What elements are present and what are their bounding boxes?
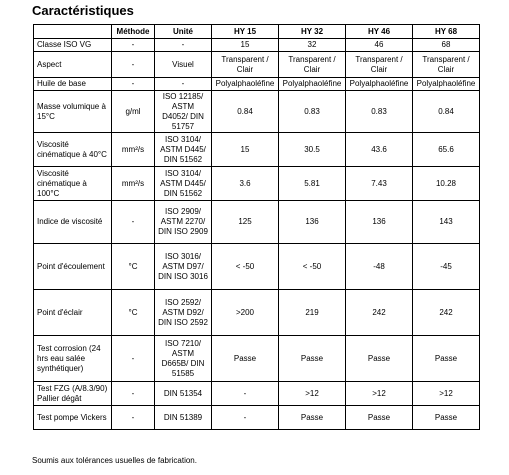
table-cell: °C [112,244,155,290]
table-row [34,52,480,78]
table-cell: g/ml [112,91,155,133]
table-cell: Aspect [34,52,112,78]
table-cell: Viscosité cinématique à 40°C [34,133,112,167]
header-cell: HY 32 [279,25,346,39]
table-cell: Test corrosion (24 hrs eau salée synthétiquer) [34,336,112,382]
table-cell: mm²/s [112,133,155,167]
table-row [34,201,480,244]
table-cell: 10.28 [413,167,480,201]
table-cell: Point d'écoulement [34,244,112,290]
table-cell: mm²/s [112,167,155,201]
table-cell: ISO 12185/ ASTM D4052/ DIN 51757 [155,91,212,133]
table-cell: 46 [346,39,413,52]
table-row [34,133,480,167]
table-row [34,91,480,133]
header-cell: HY 68 [413,25,480,39]
table-cell: >12 [279,382,346,406]
table-cell: - [155,39,212,52]
table-cell: Passe [346,336,413,382]
table-cell: Passe [413,406,480,430]
table-cell: >12 [413,382,480,406]
table-cell: - [112,78,155,91]
table-cell: Visuel [155,52,212,78]
table-cell: Passe [279,336,346,382]
table-cell: Huile de base [34,78,112,91]
table-cell: 0.84 [413,91,480,133]
characteristics-table [33,24,480,430]
table-row [34,39,480,52]
table-cell: Indice de viscosité [34,201,112,244]
table-cell: 15 [212,133,279,167]
table-cell: 65.6 [413,133,480,167]
table-cell: 0.84 [212,91,279,133]
table-cell: Transparent / Clair [413,52,480,78]
table-cell: Passe [413,336,480,382]
table-cell: - [112,39,155,52]
table-cell: -45 [413,244,480,290]
table-cell: ISO 2592/ ASTM D92/ DIN ISO 2592 [155,290,212,336]
table-cell: - [112,382,155,406]
table-cell: 5.81 [279,167,346,201]
table-cell: Point d'éclair [34,290,112,336]
table-cell: ISO 3104/ ASTM D445/ DIN 51562 [155,133,212,167]
table-cell: 219 [279,290,346,336]
table-cell: DIN 51354 [155,382,212,406]
table-cell: 242 [346,290,413,336]
table-cell: Polyalphaoléfine [279,78,346,91]
table-cell: - [112,201,155,244]
table-cell: 143 [413,201,480,244]
table-row [34,244,480,290]
table-cell: ISO 7210/ ASTM D665B/ DIN 51585 [155,336,212,382]
table-cell: 0.83 [279,91,346,133]
table-cell: >12 [346,382,413,406]
table-cell: 32 [279,39,346,52]
table-cell: - [212,406,279,430]
table-cell: Test pompe Vickers [34,406,112,430]
table-cell: 3.6 [212,167,279,201]
table-cell: 30.5 [279,133,346,167]
page-title: Caractéristiques [32,3,134,18]
table-row [34,78,480,91]
table-cell: - [112,406,155,430]
table-cell: 15 [212,39,279,52]
table-cell: 7.43 [346,167,413,201]
table-cell: ISO 3104/ ASTM D445/ DIN 51562 [155,167,212,201]
header-cell: HY 15 [212,25,279,39]
table-cell: - [112,336,155,382]
table-cell: Test FZG (A/8.3/90) Pallier dégât [34,382,112,406]
table-cell: 125 [212,201,279,244]
table-cell: Passe [279,406,346,430]
table-cell: >200 [212,290,279,336]
table-cell: Polyalphaoléfine [413,78,480,91]
table-cell: Masse volumique à 15°C [34,91,112,133]
table-cell: °C [112,290,155,336]
table-cell: 43.6 [346,133,413,167]
table-cell: Polyalphaoléfine [346,78,413,91]
table-row [34,290,480,336]
table-cell: 242 [413,290,480,336]
table-cell: ISO 3016/ ASTM D97/ DIN ISO 3016 [155,244,212,290]
table-cell: - [212,382,279,406]
table-cell: Passe [346,406,413,430]
table-cell: DIN 51389 [155,406,212,430]
table-cell: < -50 [279,244,346,290]
table-cell: Passe [212,336,279,382]
table-cell: Transparent / Clair [346,52,413,78]
table-cell: Viscosité cinématique à 100°C [34,167,112,201]
table-cell: 136 [279,201,346,244]
table-cell: Transparent / Clair [279,52,346,78]
table-row [34,167,480,201]
table-cell: Classe ISO VG [34,39,112,52]
header-cell: Unité [155,25,212,39]
table-cell: - [155,78,212,91]
table-cell: 68 [413,39,480,52]
table-cell: 0.83 [346,91,413,133]
table-row [34,382,480,406]
table-header-row [34,25,480,39]
header-cell: HY 46 [346,25,413,39]
footnote: Soumis aux tolérances usuelles de fabrication. [32,456,197,465]
header-cell: Méthode [112,25,155,39]
header-cell [34,25,112,39]
table-row [34,336,480,382]
table-cell: < -50 [212,244,279,290]
table-cell: -48 [346,244,413,290]
table-cell: Polyalphaoléfine [212,78,279,91]
table-row [34,406,480,430]
table-cell: 136 [346,201,413,244]
table-cell: Transparent / Clair [212,52,279,78]
table-cell: - [112,52,155,78]
table-cell: ISO 2909/ ASTM 2270/ DIN ISO 2909 [155,201,212,244]
